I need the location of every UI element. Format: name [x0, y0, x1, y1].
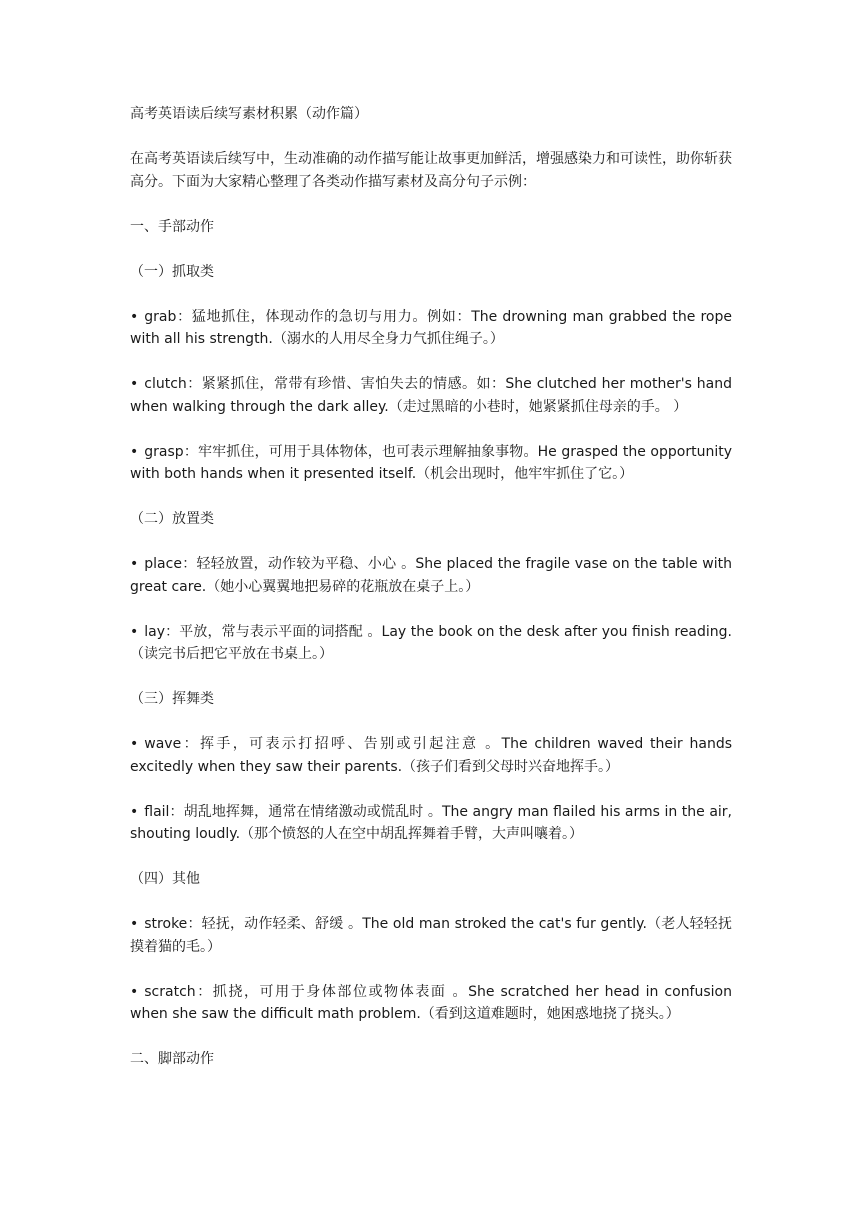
bullet-text: place：轻轻放置，动作较为平稳、小心 。She placed the fragile vase on the table with great care.（她小心翼翼地把易碎的花瓶放在桌子上。） — [130, 556, 732, 595]
subsection-place: （二）放置类 — [130, 511, 214, 527]
bullet-icon: • — [130, 916, 139, 932]
bullet-icon: • — [130, 376, 139, 392]
bullet-icon: • — [130, 736, 139, 752]
bullet-icon: • — [130, 443, 139, 460]
subsection-wave: （三）挥舞类 — [130, 691, 214, 707]
bullet-item-scratch — [130, 981, 732, 1026]
bullet-text: clutch：紧紧抓住，常带有珍惜、害怕失去的情感。如：She clutched her mother's hand when walking through the dark alley.（走过黑暗的小巷时，她紧紧抓住母亲的手。 ） — [130, 376, 732, 415]
bullet-icon: • — [130, 308, 139, 325]
bullet-item-lay — [130, 621, 732, 666]
intro-paragraph: 在高考英语读后续写中，生动准确的动作描写能让故事更加鲜活，增强感染力和可读性，助你斩获高分。下面为大家精心整理了各类动作描写素材及高分句子示例： — [130, 151, 732, 190]
subsection-grab: （一）抓取类 — [130, 263, 214, 280]
bullet-item-grab — [130, 306, 732, 351]
document-body — [130, 103, 732, 1093]
bullet-text: wave：挥手，可表示打招呼、告别或引起注意 。The children waved their hands excitedly when they saw their parents.（孩子们看到父母时兴奋地挥手。） — [130, 736, 732, 775]
bullet-icon: • — [130, 623, 139, 640]
bullet-item-flail — [130, 801, 732, 846]
bullet-text: scratch：抓挠，可用于身体部位或物体表面 。She scratched her head in confusion when she saw the difficult math problem.（看到这道难题时，她困惑地挠了挠头。） — [130, 983, 732, 1022]
bullet-text: grasp：牢牢抓住，可用于具体物体，也可表示理解抽象事物。He grasped the opportunity with both hands when it presented itself.（机会出现时，他牢牢抓住了它。） — [130, 443, 732, 482]
bullet-item-grasp — [130, 441, 732, 486]
bullet-icon: • — [130, 983, 139, 1000]
bullet-icon: • — [130, 556, 139, 572]
subsection-other: （四）其他 — [130, 871, 200, 887]
bullet-item-stroke — [130, 913, 732, 958]
section-heading-hand: 一、手部动作 — [130, 218, 214, 235]
bullet-item-wave — [130, 733, 732, 778]
bullet-text: lay：平放，常与表示平面的词搭配 。Lay the book on the desk after you finish reading.（读完书后把它平放在书桌上。） — [130, 623, 732, 662]
section-heading-foot: 二、脚部动作 — [130, 1051, 214, 1067]
bullet-text: flail：胡乱地挥舞，通常在情绪激动或慌乱时 。The angry man flailed his arms in the air, shouting loudly.（那个愤怒的人在空中胡乱挥舞着手臂，大声叫嚷着。） — [130, 803, 732, 842]
bullet-text: grab：猛地抓住，体现动作的急切与用力。例如：The drowning man grabbed the rope with all his strength.（溺水的人用尽全身力气抓住绳子。） — [130, 308, 732, 347]
bullet-text: stroke：轻抚，动作轻柔、舒缓 。The old man stroked the cat's fur gently.（老人轻轻抚摸着猫的毛。） — [130, 916, 732, 955]
bullet-item-clutch — [130, 373, 732, 418]
bullet-icon: • — [130, 803, 139, 820]
document-title: 高考英语读后续写素材积累（动作篇） — [130, 106, 368, 122]
bullet-item-place — [130, 553, 732, 598]
